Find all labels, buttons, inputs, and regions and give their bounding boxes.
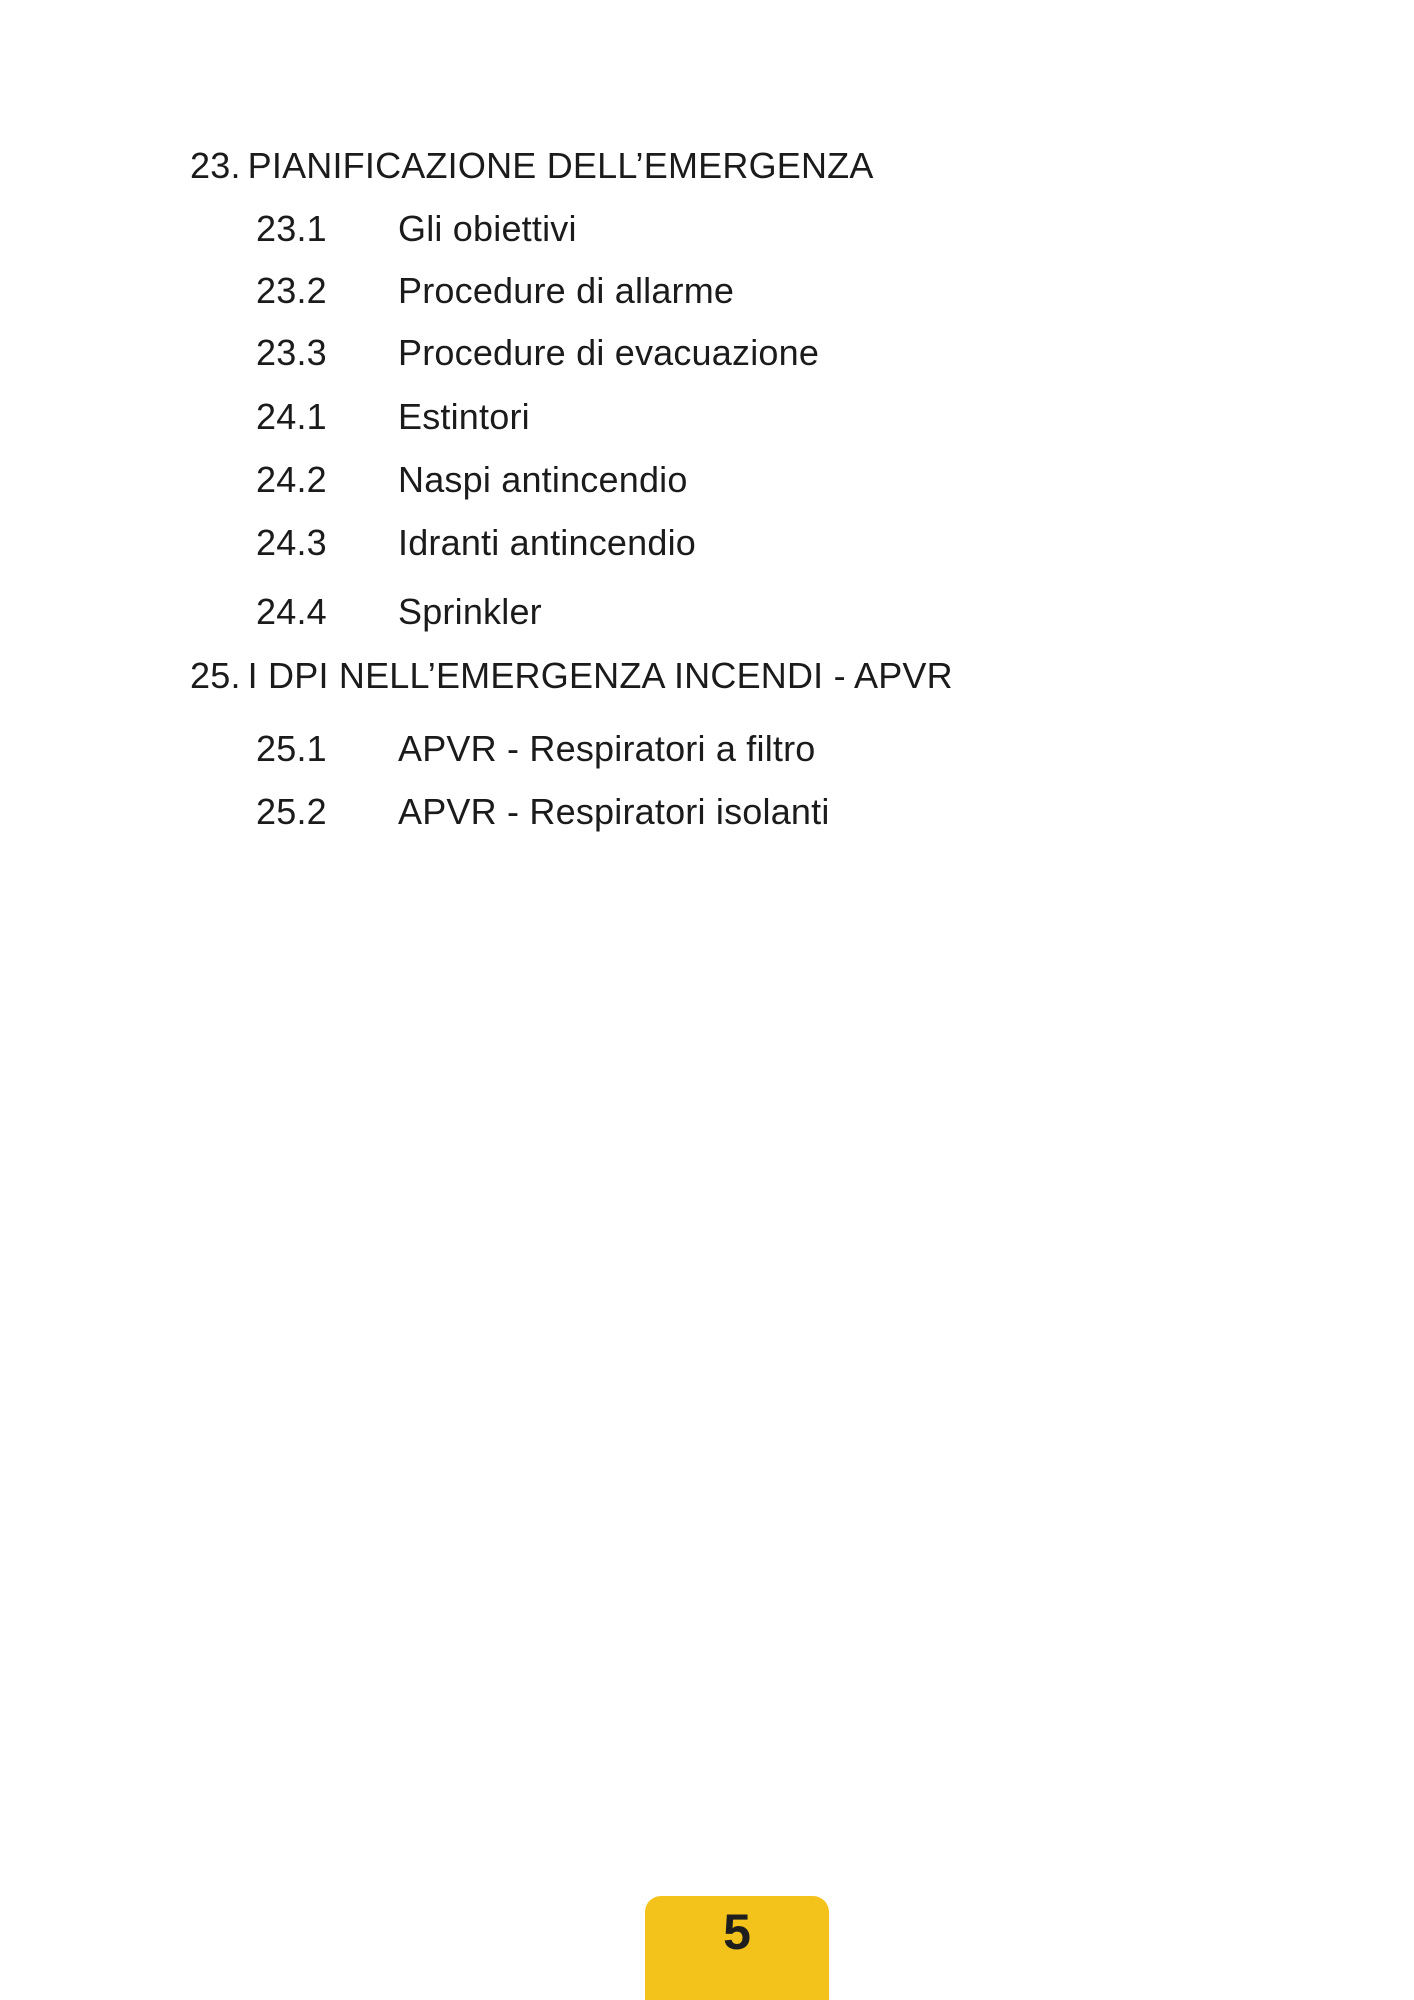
toc-section-entry [190, 727, 816, 771]
toc-section-entry [190, 207, 577, 251]
toc-entry-label: PIANIFICAZIONE DELL’EMERGENZA [247, 145, 874, 186]
toc-section-entry [190, 331, 819, 375]
toc-chapter-entry [190, 144, 874, 188]
toc-entry-number: 24.4 [256, 591, 327, 632]
toc-entry-number: 23. [190, 145, 241, 186]
toc-entry-label: APVR - Respiratori isolanti [398, 791, 830, 832]
toc-entry-label: APVR - Respiratori a filtro [398, 728, 816, 769]
toc-entry-label: Idranti antincendio [398, 522, 697, 563]
toc-entry-label: Gli obiettivi [398, 208, 577, 249]
toc-entry-number: 24.1 [256, 396, 327, 437]
toc-entry-label: Sprinkler [398, 591, 542, 632]
toc-entry-label: Procedure di allarme [398, 270, 735, 311]
toc-section-entry [190, 790, 830, 834]
page-number-badge [645, 1896, 829, 2000]
page-number: 5 [723, 1904, 751, 1960]
toc-section-entry [190, 395, 530, 439]
toc-section-entry [190, 521, 696, 565]
toc-entry-label: Naspi antincendio [398, 459, 688, 500]
toc-entry-number: 25. [190, 655, 241, 696]
toc-entry-label: Procedure di evacuazione [398, 332, 820, 373]
toc-section-entry [190, 269, 734, 313]
toc-entry-number: 24.3 [256, 522, 327, 563]
toc-section-entry [190, 590, 542, 634]
toc-chapter-entry [190, 654, 953, 698]
toc-entry-number: 25.2 [256, 791, 327, 832]
toc-entry-number: 25.1 [256, 728, 327, 769]
toc-entry-number: 23.2 [256, 270, 327, 311]
toc-section-entry [190, 458, 688, 502]
toc-entry-label: I DPI NELL’EMERGENZA INCENDI - APVR [247, 655, 953, 696]
toc-entry-label: Estintori [398, 396, 530, 437]
toc-entry-number: 24.2 [256, 459, 327, 500]
toc-entry-number: 23.1 [256, 208, 327, 249]
toc-entry-number: 23.3 [256, 332, 327, 373]
